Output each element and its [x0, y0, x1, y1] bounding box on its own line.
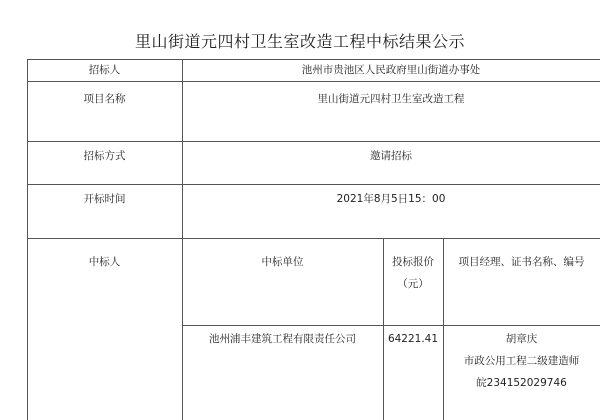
bid-price-header-line2: （元）	[397, 278, 429, 290]
row-divider	[27, 141, 600, 142]
project-name-label: 项目名称	[83, 93, 126, 105]
manager-header: 项目经理、证书名称、编号	[458, 256, 585, 268]
winner-label: 中标人	[88, 256, 121, 268]
winning-unit-value: 池州浦丰建筑工程有限责任公司	[209, 333, 356, 345]
opening-time-label: 开标时间	[83, 193, 126, 205]
row-divider	[27, 238, 600, 239]
opening-time-value: 2021年8月5日15：00	[336, 193, 446, 205]
tender-method-label: 招标方式	[83, 150, 126, 162]
page-title: 里山街道元四村卫生室改造工程中标结果公示	[134, 32, 465, 51]
table-border-top	[27, 59, 600, 60]
tenderer-value: 池州市贵池区人民政府里山街道办事处	[301, 64, 481, 76]
project-name-value: 里山街道元四村卫生室改造工程	[317, 93, 465, 105]
manager-certificate: 市政公用工程二级建造师	[463, 355, 580, 367]
table-border-left	[27, 59, 28, 420]
bid-price-header-line1: 投标报价	[392, 256, 434, 268]
result-table	[27, 59, 600, 420]
manager-cert-number: 皖234152029746	[476, 377, 567, 389]
row-divider	[27, 184, 600, 185]
bid-price-value: 64221.41	[387, 333, 439, 345]
row-divider	[27, 81, 600, 82]
tender-method-value: 邀请招标	[370, 150, 412, 162]
manager-name: 胡章庆	[505, 333, 538, 345]
tenderer-label: 招标人	[88, 64, 121, 76]
column-divider	[182, 59, 183, 420]
winning-unit-header: 中标单位	[261, 256, 304, 268]
row-divider	[182, 325, 600, 326]
